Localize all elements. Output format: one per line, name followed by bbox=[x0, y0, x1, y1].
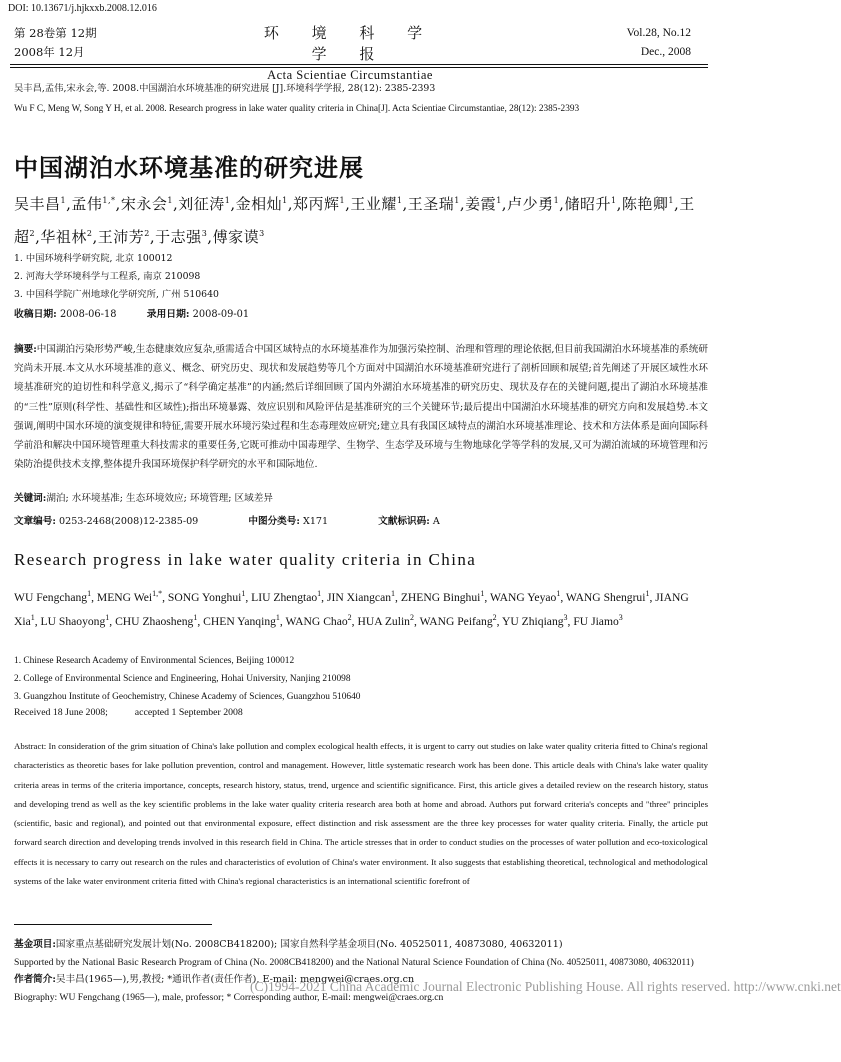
author-list-cn: 吴丰昌$^1$,孟伟$^{1,*}$,宋永会$^1$,刘征涛$^1$,金相灿$^1$,郑丙辉$^1$,王业耀$^1$,王圣瑞$^1$,姜霞$^1$,卢少勇$^1$,储昭升$^1$,陈艳卿$^1$,王超$^2$,华祖林$^2$,王沛芳$^2$,于志强$^3$,傅家谟$^3$ bbox=[14, 195, 695, 246]
journal-title-cn: 环 境 科 学 学 报 bbox=[263, 24, 437, 63]
journal-title-block bbox=[250, 22, 450, 83]
author-affiliation-mark: 1 bbox=[167, 196, 173, 205]
author-affiliation-mark: 1 bbox=[241, 589, 246, 598]
author-affiliation-mark: 2 bbox=[86, 229, 93, 238]
header-rule bbox=[10, 64, 708, 65]
accepted-date-cn: 2008-09-01 bbox=[192, 309, 250, 320]
author-affiliation-mark: 1,* bbox=[152, 589, 163, 598]
citation-cn: 吴丰昌,孟伟,宋永会,等. 2008.中国湖泊水环境基准的研究进展 [J].环境科学学报, 28(12): 2385-2393 bbox=[14, 83, 436, 94]
author-affiliation-mark: 1 bbox=[396, 196, 403, 205]
keywords-label-cn: 关键词: bbox=[14, 493, 47, 504]
affiliation-cn: 1. 中国环境科学研究院, 北京 100012 bbox=[14, 253, 173, 264]
affiliation-en: 3. Guangzhou Institute of Geochemistry, Chinese Academy of Sciences, Guangzhou 510640 bbox=[14, 692, 361, 702]
author-affiliation-mark: 1 bbox=[105, 612, 110, 622]
author-affiliation-mark: 1 bbox=[339, 196, 346, 205]
accepted-label-cn: 录用日期: bbox=[146, 309, 190, 320]
author-affiliation-mark: 1 bbox=[496, 196, 502, 205]
bio-cn-label: 作者简介: bbox=[14, 974, 56, 985]
affiliation-en: 2. College of Environmental Science and Engineering, Hohai University, Nanjing 210098 bbox=[14, 674, 351, 684]
author-name: JIN Xiangcan bbox=[326, 590, 392, 604]
fund-en: Supported by the National Basic Research Program of China (No. 2008CB418200) and the National Natural Science Foundation of China (No. 40525011, 40873080, 40632011) bbox=[14, 956, 694, 968]
author-name: LIU Zhengtao bbox=[251, 590, 318, 604]
doi-line: DOI: 10.13671/j.hjkxxb.2008.12.016 bbox=[8, 3, 157, 14]
keywords-text-cn: 湖泊; 水环境基准; 生态环境效应; 环境管理; 区域差异 bbox=[46, 493, 273, 504]
author-affiliation-mark: 2 bbox=[29, 229, 36, 238]
author-name: 宋永会 bbox=[120, 195, 168, 213]
author-name: 王业耀 bbox=[350, 195, 397, 213]
author bbox=[71, 195, 115, 213]
author bbox=[564, 195, 616, 213]
affiliations-cn bbox=[14, 250, 219, 304]
abstract-cn bbox=[14, 340, 708, 474]
author-name: 王超 bbox=[14, 195, 695, 246]
author bbox=[327, 591, 395, 604]
author bbox=[293, 195, 345, 213]
author-affiliation-mark: 3 bbox=[201, 229, 208, 238]
author bbox=[14, 195, 66, 213]
doc-code-value: A bbox=[432, 516, 440, 527]
fund-cn-label: 基金项目: bbox=[14, 939, 56, 950]
doc-code-label: 文献标识码: bbox=[378, 516, 430, 527]
author-name: ZHENG Binghui bbox=[400, 590, 481, 604]
affiliation-cn: 3. 中国科学院广州地球化学研究所, 广州 510640 bbox=[14, 289, 219, 300]
copyright-watermark: (C)1994-2021 China Academic Journal Electronic Publishing House. All rights reserved. http://www.cnki.net bbox=[250, 979, 841, 994]
author-affiliation-mark: 3 bbox=[618, 612, 623, 622]
author bbox=[502, 612, 568, 628]
clc-value: X171 bbox=[302, 516, 329, 527]
author-name: SONG Yonghui bbox=[167, 590, 242, 604]
author bbox=[203, 612, 280, 628]
author-name: 于志强 bbox=[155, 228, 202, 246]
author bbox=[465, 195, 502, 213]
author-name: WANG Peifang bbox=[419, 614, 493, 628]
classification-line bbox=[14, 513, 440, 527]
author bbox=[622, 195, 674, 213]
abstract-text-cn: 中国湖泊污染形势严峻,生态健康效应复杂,亟需适合中国区域特点的水环境基准作为加强污染控制、治理和管理的理论依据,但目前我国湖泊水环境基准的系统研究尚未开展.本文从水环境基准的意义、概念、研究历史、现状和发展趋势等几个方面对中国湖泊水环境基准研究进行了剖析回顾和展望;首先阐述了开展区域性水环境基准研究的迫切性和科学意义,揭示了“科学确定基准”的内涵;然后详细回顾了国内外湖泊水环境基准的研究历史、现状及存在的关键问题,提出了湖泊水环境基准的“三性”原则(科学性、基础性和区域性);指出环境暴露、效应识别和风险评估是基准研究的三个关键环节;最后提出中国湖泊水环境基准的研究方向和发展趋势.本文强调,阐明中国水环境的演变规律和特征,需要开展水环境污染过程和生态毒理效应研究;建立具有我国区域特点的湖泊水环境基准理论、技术和方法体系是面向国际科学前沿和解决中国环境管理重大科技需求的重要任务,它既可推动中国毒理学、生物学、生态学及环境与生物地球化学等学科的发展,又可为湖泊流域的环境管理和污染防治提供技术支撑,整体提升我国环境保护科学研究的水平和国际地位. bbox=[14, 344, 708, 471]
author bbox=[168, 591, 245, 604]
dates-cn bbox=[14, 306, 249, 320]
author-name: MENG Wei bbox=[96, 590, 153, 604]
author-affiliation-mark: 1 bbox=[193, 612, 198, 622]
author bbox=[573, 612, 623, 628]
author-name: 王沛芳 bbox=[97, 228, 145, 246]
author-name: 傅家谟 bbox=[212, 228, 260, 246]
article-no: 0253-2468(2008)12-2385-09 bbox=[58, 516, 199, 527]
keywords-cn bbox=[14, 490, 273, 504]
author-name: 王圣瑞 bbox=[407, 195, 455, 213]
footnote-rule bbox=[14, 924, 212, 925]
author-affiliation-mark: 1 bbox=[87, 589, 92, 598]
author bbox=[490, 591, 560, 604]
abstract-label-cn: 摘要: bbox=[14, 344, 37, 355]
author bbox=[213, 228, 265, 246]
author-name: JIANG Xia bbox=[14, 590, 689, 628]
header-left bbox=[14, 24, 97, 62]
bio-cn-text: 吴丰昌(1965—),男,教授; *通讯作者(责任作者), E-mail: mengwei@craes.org.cn bbox=[55, 974, 415, 985]
author bbox=[178, 195, 230, 213]
author-affiliation-mark: 1 bbox=[30, 612, 35, 622]
author-name: 陈艳卿 bbox=[621, 195, 669, 213]
author-affiliation-mark: 1 bbox=[556, 589, 561, 598]
bio-en: Biography: WU Fengchang (1965—), male, professor; * Corresponding author, E-mail: mengwei@craes.org.cn bbox=[14, 991, 444, 1003]
author-affiliation-mark: 2 bbox=[347, 612, 352, 622]
author-name: 金相灿 bbox=[235, 195, 283, 213]
author-list-en: WU Fengchang$^1$, MENG Wei$^{1,*}$, SONG Yonghui$^1$, LIU Zhengtao$^1$, JIN Xiangcan$^1$, ZHENG Binghui$^1$, WANG Yeyao$^1$, WANG Shengrui$^1$, JIANG Xia$^1$, LU Shaoyong$^1$, CHU Zhaosheng$^1$, CHEN Yanqing$^1$, WANG Chao$^2$, HUA Zulin$^2$, WANG Peifang$^2$, YU Zhiqiang$^3$, FU Jiamo$^3$ bbox=[14, 589, 689, 628]
author bbox=[507, 195, 559, 213]
volume-en: Vol.28, No.12 bbox=[626, 27, 691, 39]
author bbox=[566, 591, 650, 604]
volume-cn: 第 28卷第 12期 bbox=[14, 26, 97, 40]
author-affiliation-mark: 1 bbox=[60, 196, 67, 205]
date-cn: 2008年 12月 bbox=[14, 45, 85, 59]
author-affiliation-mark: 1 bbox=[454, 196, 460, 205]
author bbox=[419, 612, 497, 628]
author-affiliation-mark: 1 bbox=[668, 196, 674, 205]
author bbox=[121, 195, 173, 213]
affiliation-cn: 2. 河海大学环境科学与工程系, 南京 210098 bbox=[14, 271, 201, 282]
abstract-label-en: Abstract: bbox=[14, 741, 47, 751]
citation-en: Wu F C, Meng W, Song Y H, et al. 2008. Research progress in lake water quality criteria in China[J]. Acta Scientiae Circumstantiae, 28(12): 2385-2393 bbox=[14, 104, 580, 114]
author-name: FU Jiamo bbox=[573, 614, 619, 628]
author-affiliation-mark: 1 bbox=[645, 589, 650, 598]
author-affiliation-mark: 1 bbox=[224, 196, 231, 205]
header-rule-thin bbox=[10, 67, 708, 68]
author bbox=[357, 612, 414, 628]
accepted-label-en: accepted bbox=[134, 707, 170, 718]
author bbox=[155, 228, 207, 246]
abstract-text-en: In consideration of the grim situation of China's lake pollution and complex ecological health effects, it is urgent to carry out studies on lake water quality criteria fitted to China's regional characteristics as theoretic bases for lake pollution prevention, control and management. However, little systematic research work has been done. This article deals with China's lake water quality criteria areas in terms of the criteria importance, concepts, research history, status, trend, urgence and scientific significance. First, this article gives a detailed review on the research history, status and developing trend as well as the key scientific problems in the lake water quality criteria research area both at home and abroad. Authors put forward criteria's concepts and "three" principles (scientific, basic and regional), and pointed out that environmental exposure, effect distinction and risk assessment are the three key processes for water quality criteria. Finally, the article put forward search direction and developing trends involved in this research field in China. The article stresses that in order to conduct studies on the processes of water pollution and eco-toxicological effects it is necessary to carry out research on the rules and characteristics of evolution of China's water environment. It also suggests that establishing theoretical, technological and methodological systems of the lake water environment criteria fitted with China's regional characteristics is an international scientific forefront of bbox=[14, 741, 708, 887]
author-name: 华祖林 bbox=[40, 228, 87, 246]
affiliations-en bbox=[14, 652, 360, 706]
footnotes bbox=[14, 936, 704, 1006]
author bbox=[401, 591, 485, 604]
author bbox=[251, 591, 321, 604]
author-affiliation-mark: 1 bbox=[391, 589, 396, 598]
author-name: WU Fengchang bbox=[14, 590, 88, 604]
author bbox=[236, 195, 288, 213]
author bbox=[350, 195, 402, 213]
author-name: 郑丙辉 bbox=[293, 195, 340, 213]
author-name: 卢少勇 bbox=[507, 195, 554, 213]
dates-en bbox=[14, 707, 243, 718]
author-affiliation-mark: 1 bbox=[317, 589, 322, 598]
header-right bbox=[627, 24, 691, 62]
author-name: CHEN Yanqing bbox=[203, 614, 276, 628]
author bbox=[115, 612, 198, 628]
date-en: Dec., 2008 bbox=[640, 46, 691, 58]
author-name: WANG Yeyao bbox=[489, 590, 557, 604]
clc-label: 中图分类号: bbox=[248, 516, 300, 527]
author-affiliation-mark: 3 bbox=[563, 612, 568, 622]
paper-title-en: Research progress in lake water quality criteria in China bbox=[14, 550, 477, 569]
author bbox=[14, 591, 91, 604]
author-name: 吴丰昌 bbox=[14, 195, 61, 213]
author-name: 刘征涛 bbox=[178, 195, 225, 213]
author bbox=[408, 195, 460, 213]
received-date-en: 18 June 2008; bbox=[52, 707, 108, 718]
author-affiliation-mark: 2 bbox=[409, 612, 414, 622]
author-name: 姜霞 bbox=[465, 195, 497, 213]
author-affiliation-mark: 3 bbox=[259, 229, 265, 238]
author-affiliation-mark: 1 bbox=[480, 589, 485, 598]
author-affiliation-mark: 2 bbox=[492, 612, 497, 622]
abstract-en bbox=[14, 737, 708, 891]
received-label-cn: 收稿日期: bbox=[14, 309, 57, 320]
affiliation-en: 1. Chinese Research Academy of Environmental Sciences, Beijing 100012 bbox=[14, 656, 295, 666]
author-affiliation-mark: 1 bbox=[553, 196, 560, 205]
author-affiliation-mark: 1 bbox=[282, 196, 288, 205]
paper-title-cn: 中国湖泊水环境基准的研究进展 bbox=[14, 154, 364, 182]
author-name: YU Zhiqiang bbox=[502, 614, 564, 628]
author bbox=[98, 228, 150, 246]
author bbox=[285, 612, 352, 628]
author-affiliation-mark: 1 bbox=[275, 612, 280, 622]
author-name: WANG Shengrui bbox=[565, 590, 646, 604]
accepted-date-en: 1 September 2008 bbox=[171, 707, 243, 718]
fund-cn-text: 国家重点基础研究发展计划(No. 2008CB418200); 国家自然科学基金项目(No. 40525011, 40873080, 40632011) bbox=[55, 939, 563, 950]
fund-cn bbox=[14, 936, 704, 954]
author bbox=[97, 591, 162, 604]
author-name: 储昭升 bbox=[564, 195, 611, 213]
author-affiliation-mark: 1 bbox=[610, 196, 617, 205]
received-label-en: Received bbox=[14, 707, 51, 718]
author-affiliation-mark: 2 bbox=[144, 229, 150, 238]
article-no-label: 文章编号: bbox=[14, 516, 56, 527]
received-date-cn: 2008-06-18 bbox=[59, 309, 117, 320]
author-name: CHU Zhaosheng bbox=[115, 614, 194, 628]
journal-title-en: Acta Scientiae Circumstantiae bbox=[267, 68, 433, 82]
author-name: HUA Zulin bbox=[357, 614, 410, 628]
author-name: 孟伟 bbox=[71, 195, 103, 213]
author-name: LU Shaoyong bbox=[40, 614, 106, 628]
author-affiliation-mark: 1,* bbox=[102, 196, 116, 205]
author bbox=[40, 228, 92, 246]
author bbox=[40, 612, 110, 628]
author-name: WANG Chao bbox=[285, 614, 348, 628]
